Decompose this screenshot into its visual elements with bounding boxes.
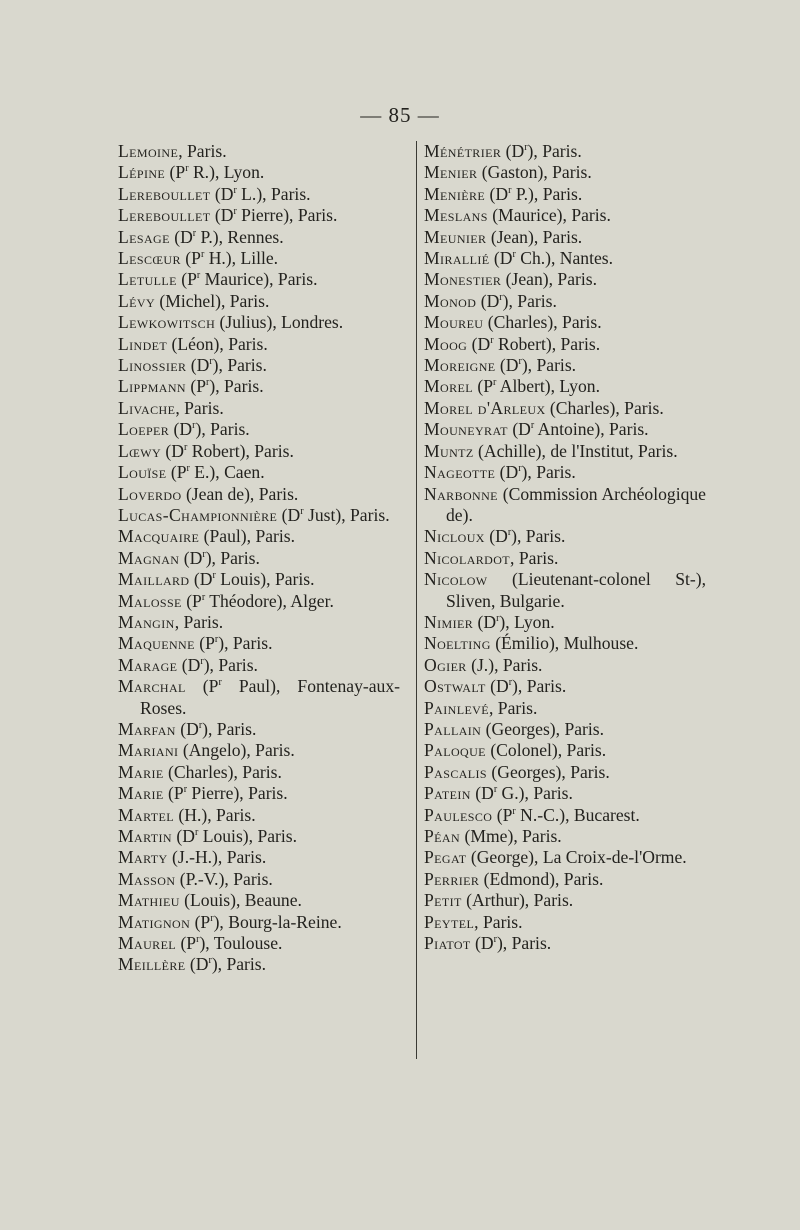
member-details: $(D^r)$, Paris. [476, 290, 557, 311]
member-name: Livache [118, 397, 176, 418]
member-details: (J.-H.), Paris. [167, 847, 267, 868]
member-details: (H.), Paris. [173, 804, 256, 825]
member-details: (J.), Paris. [466, 654, 543, 675]
list-item [118, 612, 400, 633]
member-details: (Charles), Paris. [163, 761, 282, 782]
member-name: Noelting [424, 633, 491, 654]
member-details: , Paris. [488, 697, 538, 718]
member-details: (P.-V.), Paris. [175, 868, 273, 889]
right-column [424, 141, 706, 954]
member-details: (Arthur), Paris. [461, 890, 574, 911]
member-name: Loverdo [118, 483, 182, 504]
member-details: $(P^r)$, Paris. [194, 633, 273, 654]
member-name: Pascalis [424, 761, 487, 782]
member-name: Péan [424, 826, 461, 846]
member-details: ($D^r$ Pierre), Paris. [210, 205, 338, 226]
list-item [424, 805, 706, 826]
list-item [118, 291, 400, 312]
member-name: Meillère [118, 954, 186, 975]
member-details: $(D^r)$, Paris. [186, 355, 267, 376]
member-details: (Paul), Paris. [199, 526, 296, 547]
member-name: Martin [118, 826, 172, 846]
member-details: (Commission Archéologique de). [446, 483, 706, 525]
list-item [424, 248, 706, 269]
member-name: Perrier [424, 868, 480, 889]
list-item [118, 676, 400, 719]
member-details: (Michel), Paris. [155, 290, 270, 311]
member-name: Moureu [424, 312, 484, 333]
member-name: Pegat [424, 847, 467, 868]
member-name: Pallain [424, 718, 482, 739]
member-name: Marchal [118, 676, 186, 697]
list-item [424, 847, 706, 868]
member-details: ($D^r$ Robert), Paris. [467, 333, 601, 354]
member-details: ($P^r$ Pierre), Paris. [163, 783, 288, 804]
member-details: $(D^r)$, Paris. [470, 933, 552, 954]
list-item [118, 334, 400, 355]
member-details: $(D^r)$, Paris. [495, 462, 576, 483]
member-name: Meslans [424, 205, 488, 226]
list-item [424, 312, 706, 333]
list-item [118, 248, 400, 269]
member-name: Mathieu [118, 890, 180, 911]
list-item [424, 141, 706, 162]
member-name: Nicloux [424, 526, 485, 547]
member-details: ($P^r$ Albert), Lyon. [472, 376, 600, 397]
member-name: Marage [118, 654, 178, 675]
list-item [424, 826, 706, 847]
list-item [118, 762, 400, 783]
member-name: Mangin [118, 611, 175, 632]
member-details: ($P^r$ H.), Lille. [180, 248, 279, 269]
member-name: Marty [118, 847, 168, 868]
member-name: Lescœur [118, 248, 181, 269]
member-details: ($D^r$ Louis), Paris. [189, 569, 315, 590]
member-name: Petit [424, 890, 462, 911]
list-item [424, 655, 706, 676]
member-name: Letulle [118, 269, 177, 290]
member-details: $(D^r)$, Paris. [484, 526, 566, 547]
list-item [424, 633, 706, 654]
member-name: Peytel [424, 911, 475, 932]
list-item [118, 890, 400, 911]
member-details: $(D^r)$, Paris. [495, 355, 577, 376]
list-item [118, 783, 400, 804]
member-name: Lewkowitsch [118, 312, 216, 333]
member-name: Nageotte [424, 462, 496, 483]
member-name: Ogier [424, 654, 467, 675]
member-name: Nimier [424, 611, 474, 632]
list-item [118, 826, 400, 847]
member-name: Lépine [118, 162, 166, 183]
member-name: Lucas-Championnière [118, 504, 278, 525]
list-item [424, 890, 706, 911]
member-details: (Georges), Paris. [481, 718, 605, 739]
member-details: (George), La Croix-de-l'Orme. [466, 847, 687, 868]
list-item [424, 484, 706, 527]
member-details: (Jean de), Paris. [181, 483, 299, 504]
list-item [118, 847, 400, 868]
list-item [424, 783, 706, 804]
member-details: (Charles), Paris. [545, 397, 664, 418]
member-name: Maillard [118, 569, 190, 590]
member-details: ($D^r$ P.), Rennes. [169, 226, 284, 247]
member-details: (Maurice), Paris. [487, 205, 611, 226]
member-details: ($D^r$ Louis), Paris. [172, 826, 298, 846]
member-name: Lindet [118, 333, 168, 354]
member-name: Linossier [118, 355, 187, 376]
member-details: ($P^r$ N.-C.), Bucarest. [492, 804, 640, 825]
member-details: , Paris. [510, 547, 559, 568]
member-details: $(D^r)$, Paris. [501, 141, 582, 161]
member-name: Menier [424, 162, 478, 183]
list-item [118, 569, 400, 590]
member-details: (Georges), Paris. [487, 761, 610, 782]
list-item [118, 633, 400, 654]
member-name: Lesage [118, 226, 170, 247]
member-details: (Jean), Paris. [501, 269, 598, 290]
member-details: (Achille), de l'Institut, Paris. [473, 440, 678, 461]
member-name: Masson [118, 868, 176, 889]
member-details: ($P^r$ E.), Caen. [166, 462, 265, 483]
member-name: Mouneyrat [424, 419, 508, 440]
list-item [424, 376, 706, 397]
member-details: ($D^r$ Antoine), Paris. [507, 419, 649, 440]
list-item [118, 312, 400, 333]
member-name: Marie [118, 761, 164, 782]
member-name: Lœwy [118, 440, 162, 461]
member-name: Loeper [118, 419, 170, 440]
list-item [118, 912, 400, 933]
list-item [118, 548, 400, 569]
list-item [118, 205, 400, 226]
member-name: Paloque [424, 740, 486, 761]
member-details: $(D^r)$, Paris. [485, 676, 567, 697]
member-name: Marfan [118, 718, 176, 739]
list-item [424, 676, 706, 697]
list-item [424, 462, 706, 483]
member-details: $(P^r)$, Paris. [185, 376, 264, 397]
member-name: Mirallié [424, 248, 490, 269]
member-details: (Émilio), Mulhouse. [490, 633, 639, 654]
member-details: $(D^r)$, Paris. [177, 654, 258, 675]
member-details: ($D^r$ Just), Paris. [277, 504, 390, 525]
list-item [424, 762, 706, 783]
member-details: ($D^r$ Robert), Paris. [161, 440, 294, 461]
member-name: Lereboullet [118, 205, 211, 226]
member-name: Monod [424, 290, 477, 311]
member-name: Marie [118, 783, 164, 804]
member-name: Morel d'Arleux [424, 397, 546, 418]
list-item [424, 719, 706, 740]
member-details: (Angelo), Paris. [178, 740, 295, 761]
list-item [118, 719, 400, 740]
left-column [118, 141, 400, 976]
member-details: ($P^r$ Maurice), Paris. [176, 269, 318, 290]
member-details: (Léon), Paris. [167, 333, 268, 354]
member-details: (Edmond), Paris. [479, 868, 604, 889]
list-item [424, 441, 706, 462]
list-item [424, 526, 706, 547]
list-item [118, 526, 400, 547]
list-item [118, 869, 400, 890]
member-name: Ostwalt [424, 676, 486, 697]
list-item [424, 227, 706, 248]
member-details: (Lieutenant-colonel St-), Sliven, Bulgarie. [446, 569, 706, 611]
list-item [118, 655, 400, 676]
member-details: (Gaston), Paris. [477, 162, 592, 183]
member-name: Maquenne [118, 633, 195, 654]
list-item [424, 548, 706, 569]
list-item [118, 376, 400, 397]
list-item [424, 869, 706, 890]
list-item [424, 184, 706, 205]
member-details: $(P^r)$, Bourg-la-Reine. [190, 911, 342, 932]
member-name: Maurel [118, 933, 177, 954]
list-item [424, 398, 706, 419]
list-item [118, 184, 400, 205]
member-details: (Charles), Paris. [483, 312, 602, 333]
list-item [424, 419, 706, 440]
member-details: ($P^r$ R.), Lyon. [165, 162, 265, 183]
member-name: Malosse [118, 590, 182, 611]
member-name: Moreigne [424, 355, 496, 376]
list-item [118, 740, 400, 761]
member-name: Mariani [118, 740, 179, 761]
member-details: $(D^r)$, Paris. [175, 718, 257, 739]
member-name: Painlevé [424, 697, 489, 718]
member-name: Muntz [424, 440, 474, 461]
member-details: (Jean), Paris. [486, 226, 583, 247]
list-item [118, 933, 400, 954]
member-details: $(P^r)$, Toulouse. [176, 933, 283, 954]
member-details: $(D^r)$, Paris. [179, 547, 260, 568]
list-item [118, 954, 400, 975]
list-item [424, 291, 706, 312]
member-details: (Colonel), Paris. [485, 740, 607, 761]
member-details: (Louis), Beaune. [179, 890, 302, 911]
list-item [424, 740, 706, 761]
column-divider [416, 141, 417, 1059]
list-item [424, 569, 706, 612]
member-name: Nicolardot [424, 547, 511, 568]
member-details: $(D^r)$, Paris. [185, 954, 267, 975]
list-item [118, 227, 400, 248]
list-item [118, 805, 400, 826]
member-name: Ménétrier [424, 141, 502, 161]
member-name: Moog [424, 333, 468, 354]
member-name: Patein [424, 783, 471, 804]
member-name: Monestier [424, 269, 502, 290]
member-details: (Julius), Londres. [215, 312, 344, 333]
member-name: Paulesco [424, 804, 493, 825]
list-item [118, 505, 400, 526]
member-name: Magnan [118, 547, 180, 568]
list-item [424, 933, 706, 954]
list-item [118, 591, 400, 612]
list-item [118, 419, 400, 440]
member-name: Matignon [118, 911, 191, 932]
member-name: Menière [424, 183, 486, 204]
member-name: Lévy [118, 290, 156, 311]
member-details: ($P^r$ Paul), Fontenay-aux-Roses. [140, 676, 401, 718]
list-item [118, 355, 400, 376]
list-item [424, 355, 706, 376]
member-details: ($D^r$ Ch.), Nantes. [489, 248, 614, 269]
member-name: Macquaire [118, 526, 200, 547]
member-name: Nicolow [424, 569, 488, 590]
page-number: — 85 — [360, 103, 440, 127]
list-item [424, 334, 706, 355]
member-details: , Paris. [178, 141, 227, 161]
member-name: Narbonne [424, 483, 498, 504]
list-item [424, 698, 706, 719]
member-name: Lemoine [118, 141, 179, 161]
member-details: , Paris. [175, 397, 224, 418]
member-details: $(D^r)$, Paris. [169, 419, 250, 440]
member-details: ($D^r$ G.), Paris. [470, 783, 573, 804]
list-item [118, 269, 400, 290]
member-name: Morel [424, 376, 473, 397]
list-item [424, 162, 706, 183]
member-name: Louïse [118, 462, 167, 483]
member-details: ($D^r$ P.), Paris. [485, 183, 583, 204]
list-item [424, 269, 706, 290]
member-details: ($D^r$ L.), Paris. [210, 183, 311, 204]
list-item [118, 162, 400, 183]
list-item [118, 441, 400, 462]
member-details: , Paris. [474, 911, 523, 932]
member-details: (Mme), Paris. [460, 826, 562, 846]
list-item [118, 462, 400, 483]
member-name: Meunier [424, 226, 487, 247]
list-item [424, 912, 706, 933]
list-item [424, 612, 706, 633]
list-item [118, 398, 400, 419]
list-item [424, 205, 706, 226]
list-item [118, 141, 400, 162]
member-name: Piatot [424, 933, 471, 954]
member-name: Lereboullet [118, 183, 211, 204]
member-name: Martel [118, 804, 174, 825]
member-name: Lippmann [118, 376, 186, 397]
list-item [118, 484, 400, 505]
member-details: ($P^r$ Théodore), Alger. [181, 590, 334, 611]
member-details: , Paris. [174, 611, 224, 632]
member-details: $(D^r)$, Lyon. [473, 611, 555, 632]
